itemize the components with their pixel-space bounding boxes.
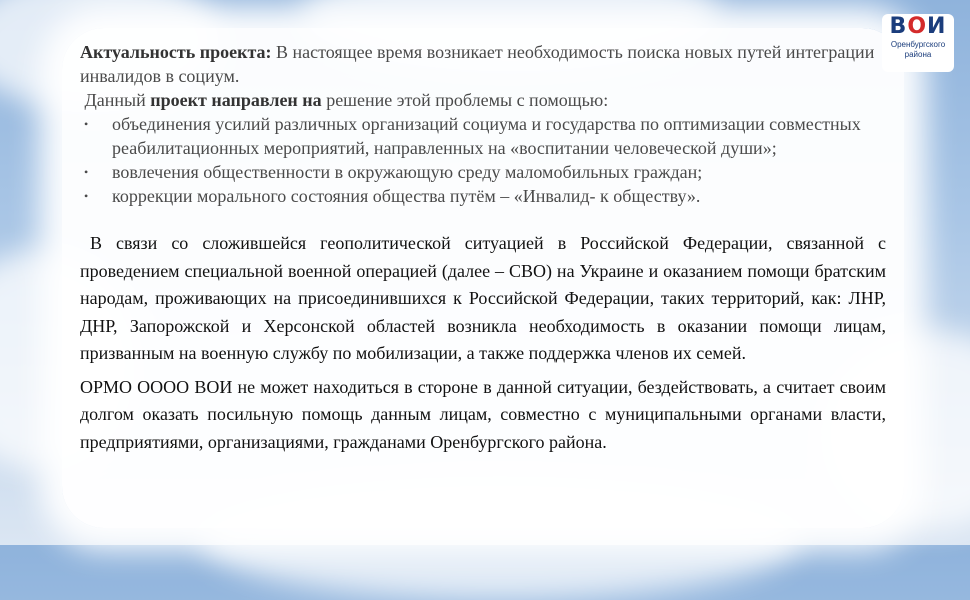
bullet-icon: •: [84, 189, 89, 203]
document-body: [80, 40, 886, 456]
bullet-icon: •: [84, 117, 89, 131]
logo-letter: В: [889, 14, 908, 39]
list-item-text: объединения усилий различных организаций социума и государства по оптимизации совместных реабилитационных мероприятий, направленных на «воспитании человеческой души»;: [112, 114, 861, 158]
bullet-icon: •: [84, 165, 89, 179]
purpose-bold: проект направлен на: [150, 90, 322, 110]
logo-mark: [882, 14, 954, 40]
logo-letter: О: [907, 14, 928, 39]
commitment-paragraph: ОРМО ОООО ВОИ не может находиться в стороне в данной ситуации, бездействовать, а считает своим долгом оказать посильную помощь данным лицам, совместно с муниципальными органами власти, предприятиями, организациями, гражданами Оренбургского района.: [80, 376, 886, 452]
intro-paragraph: [80, 40, 886, 88]
purpose-line: [80, 88, 886, 112]
logo-line1: Оренбургского: [890, 40, 946, 49]
logo-line2: района: [904, 50, 932, 59]
relevance-heading: Актуальность проекта:: [80, 42, 272, 62]
list-item-text: вовлечения общественности в окружающую среду маломобильных граждан;: [112, 162, 703, 182]
list-item: [80, 112, 886, 160]
voi-logo: [882, 14, 954, 72]
logo-letter: И: [927, 14, 947, 39]
list-item-text: коррекции морального состояния общества путём – «Инвалид- к обществу».: [112, 186, 701, 206]
intro-text: В настоящее время возникает необходимость поиска новых путей интеграции инвалидов в социум.: [80, 42, 875, 86]
list-item: [80, 160, 886, 184]
methods-list: [80, 112, 886, 208]
list-item: [80, 184, 886, 208]
context-paragraph: В связи со сложившейся геополитической ситуацией в Российской Федерации, связанной с проведением специальной военной операцией (далее – СВО) на Украине и оказанием помощи братским народам, проживающих на присоединившихся к Российской Федерации, таких территорий, как: ЛНР, ДНР, Запорожской и Херсонской областей возникла необходимость в оказании помощи лицам, призванным на военную службу по мобилизации, а также поддержка членов их семей.: [80, 233, 886, 363]
purpose-suffix: решение этой проблемы с помощью:: [321, 90, 609, 110]
purpose-prefix: Данный: [80, 90, 151, 110]
